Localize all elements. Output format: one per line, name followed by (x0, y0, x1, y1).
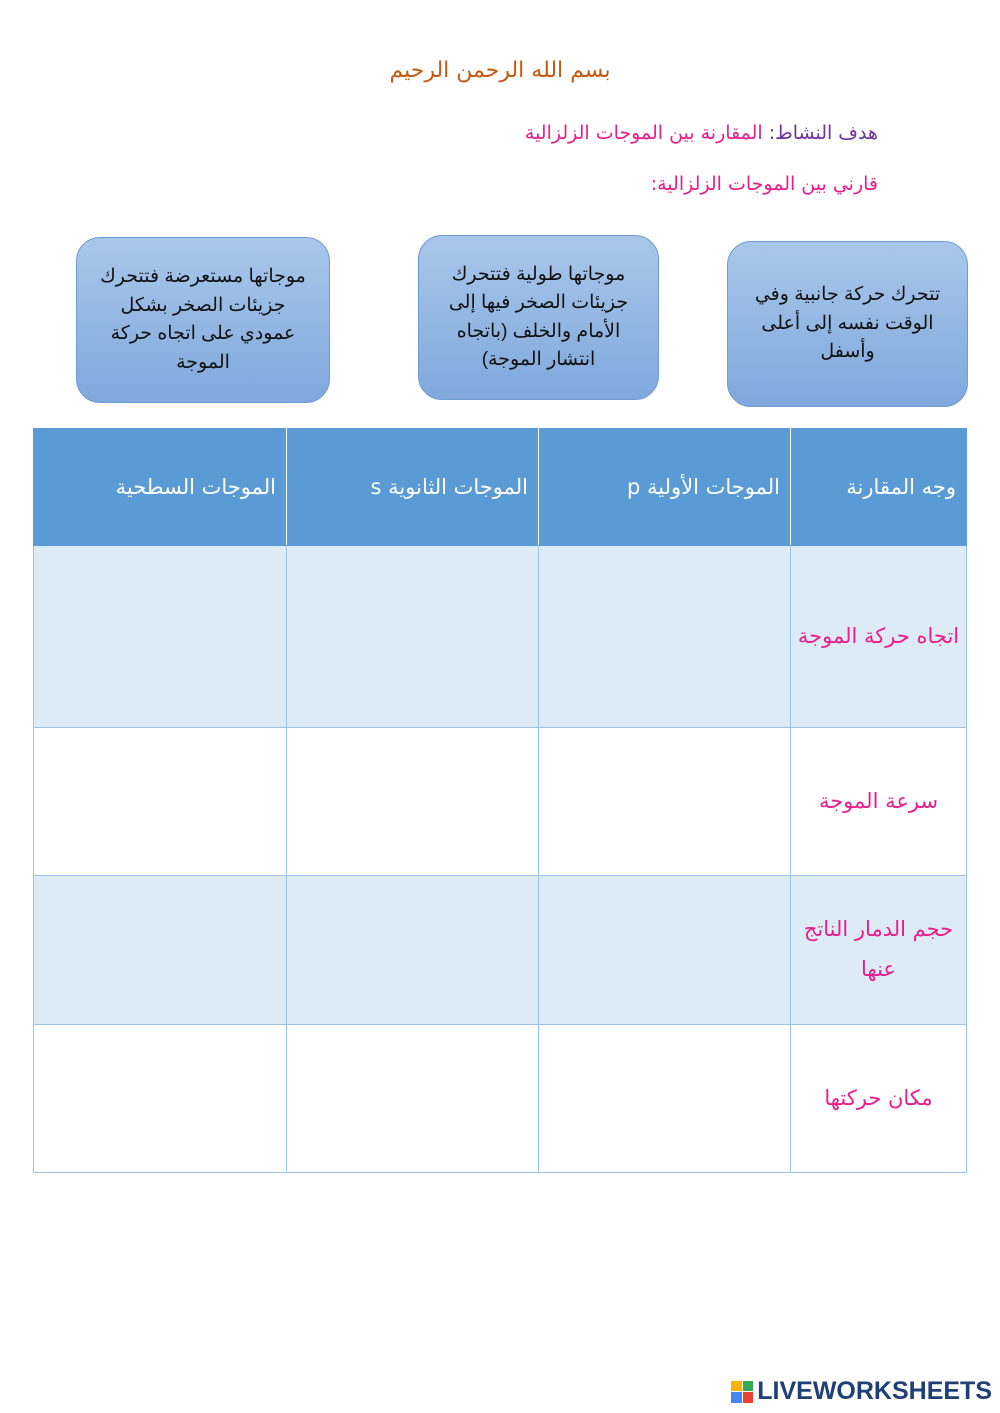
answer-card-transverse-text: موجاتها مستعرضة فتتحرك جزيئات الصخر بشكل عمودي على اتجاه حركة الموجة (100, 266, 306, 373)
header-secondary-waves: الموجات الثانوية s (287, 429, 539, 546)
liveworksheets-logo-icon (731, 1381, 753, 1403)
comparison-table (33, 428, 967, 1173)
answer-card-surface-text: تتحرك حركة جانبية وفي الوقت نفسه إلى أعلى وأسفل (754, 284, 941, 363)
table-row (34, 546, 967, 728)
header-surface-waves: الموجات السطحية (34, 429, 287, 546)
page-title: بسم الله الرحمن الرحيم (389, 58, 611, 83)
liveworksheets-brand (731, 1377, 992, 1406)
answer-card-transverse[interactable] (76, 237, 330, 403)
aspect-speed: سرعة الموجة (791, 728, 967, 876)
table-row (34, 876, 967, 1025)
header-primary-waves: الموجات الأولية p (539, 429, 791, 546)
drop-cell-primary[interactable] (539, 546, 791, 728)
aspect-direction: اتجاه حركة الموجة (791, 546, 967, 728)
drop-cell-surface[interactable] (34, 728, 287, 876)
table-row (34, 1025, 967, 1173)
answer-card-surface[interactable] (727, 241, 968, 407)
instruction-text: قارني بين الموجات الزلزالية: (650, 173, 878, 195)
drop-cell-primary[interactable] (539, 728, 791, 876)
goal-text: المقارنة بين الموجات الزلزالية (524, 122, 763, 144)
drop-cell-secondary[interactable] (287, 1025, 539, 1173)
aspect-location: مكان حركتها (791, 1025, 967, 1173)
drop-cell-primary[interactable] (539, 876, 791, 1025)
answer-card-longitudinal[interactable] (418, 235, 659, 400)
brand-name: LIVEWORKSHEETS (757, 1377, 992, 1405)
table-row (34, 728, 967, 876)
goal-label: هدف النشاط: (768, 122, 878, 144)
drop-cell-surface[interactable] (34, 876, 287, 1025)
drop-cell-secondary[interactable] (287, 546, 539, 728)
answer-card-longitudinal-text: موجاتها طولية فتتحرك جزيئات الصخر فيها إلى الأمام والخلف (باتجاه انتشار الموجة) (448, 263, 629, 370)
drop-cell-secondary[interactable] (287, 876, 539, 1025)
activity-goal (525, 122, 878, 144)
drop-cell-surface[interactable] (34, 546, 287, 728)
drop-cell-secondary[interactable] (287, 728, 539, 876)
drop-cell-surface[interactable] (34, 1025, 287, 1173)
drop-cell-primary[interactable] (539, 1025, 791, 1173)
table-header-row (34, 429, 967, 546)
aspect-damage: حجم الدمار الناتج عنها (791, 876, 967, 1025)
header-comparison-aspect: وجه المقارنة (791, 429, 967, 546)
